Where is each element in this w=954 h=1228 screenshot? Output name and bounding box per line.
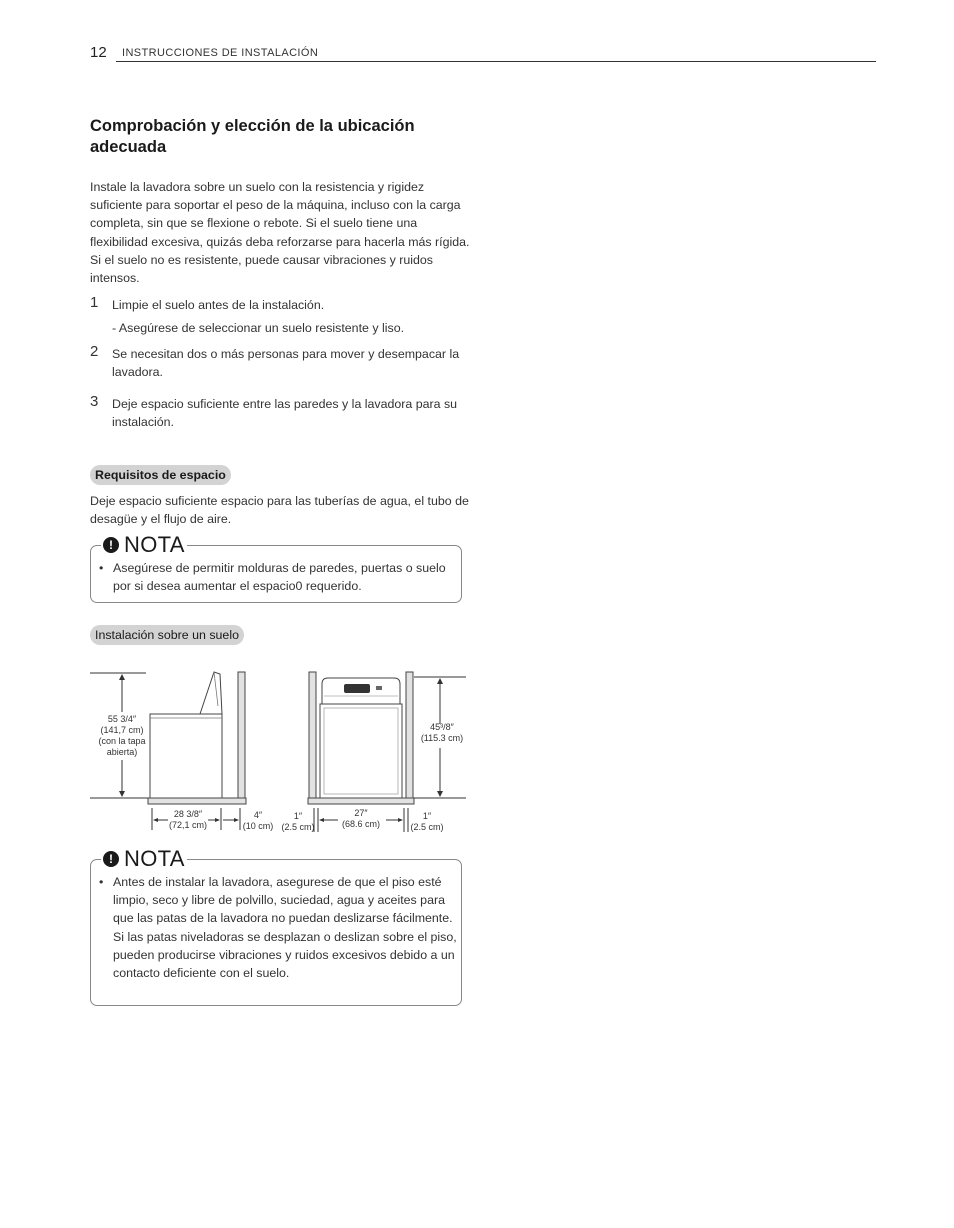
step-text: Limpie el suelo antes de la instalación.	[112, 298, 325, 312]
step-number: 1	[90, 294, 99, 311]
dim-rear-gap: 4″ (10 cm)	[242, 810, 274, 831]
dim-height-open: 55 3/4″ (141,7 cm) (con la tapa abierta)	[98, 714, 146, 757]
washer-open-lid	[200, 672, 222, 714]
washer-front-body	[320, 704, 402, 798]
header-rule	[116, 61, 876, 62]
bullet: •	[99, 561, 104, 575]
note-header	[101, 848, 187, 870]
floor-install-tag: Instalación sobre un suelo	[90, 625, 244, 645]
dim-depth: 28 3/8″ (72,1 cm)	[168, 809, 207, 830]
step-text: Deje espacio suficiente entre las paredes y la lavadora para su instalación.	[112, 397, 458, 430]
note-box-1	[90, 532, 462, 603]
note-text: Antes de instalar la lavadora, asegurese de que el piso esté limpio, seco y libre de polvillo, suciedad, agua y aceites para que las patas de la lavadora no puedan deslizarse fácilmente. Si las patas niveladoras se desplazan o deslizan sobre el piso, pueden producirse vibraciones y ruidos excesivos debido a un contacto deficiente con el suelo.	[113, 875, 457, 981]
note-header	[101, 534, 187, 556]
note-text: Asegúrese de permitir molduras de paredes, puertas o suelo por si desea aumentar el espacio0 requerido.	[113, 561, 446, 594]
dim-height-closed: 45³/8″ (115.3 cm)	[420, 722, 464, 743]
step-text: Se necesitan dos o más personas para mover y desempacar la lavadora.	[112, 347, 460, 380]
exclamation-icon: !	[103, 537, 119, 553]
floor-right	[308, 798, 414, 804]
dim-side-gap-left: 1″ (2.5 cm)	[281, 811, 315, 832]
wall-right-a	[309, 672, 316, 800]
header-title: INSTRUCCIONES DE INSTALACIÓN	[122, 47, 319, 59]
space-requirements-tag: Requisitos de espacio	[90, 465, 231, 485]
intro-paragraph: Instale la lavadora sobre un suelo con la resistencia y rigidez suficiente para soportar el peso de la máquina, incluso con la carga completa, sin que se flexione o rebote. Si el suelo tiene una flexibilidad excesiva, quizás deba reforzarse para hacerla más rígida. Si el suelo no es resistente, puede causar vibraciones y ruidos intensos.	[90, 180, 470, 286]
note-box-2	[90, 846, 462, 1006]
dim-width: 27″ (68.6 cm)	[341, 808, 380, 829]
display-icon	[344, 684, 370, 693]
step-number: 3	[90, 393, 99, 410]
exclamation-icon: !	[103, 851, 119, 867]
wall-right-b	[406, 672, 413, 800]
note-label: NOTA	[124, 846, 185, 871]
washer-side-body	[150, 714, 222, 798]
note-item	[99, 873, 463, 982]
step-subtext: - Asegúrese de seleccionar un suelo resistente y liso.	[112, 321, 405, 335]
page-number: 12	[90, 44, 107, 61]
section-title: Comprobación y elección de la ubicación adecuada	[90, 117, 415, 156]
space-requirements-text: Deje espacio suficiente espacio para las tuberías de agua, el tubo de desagüe y el flujo de aire.	[90, 494, 469, 527]
installation-diagram	[88, 668, 468, 838]
step-number: 2	[90, 343, 99, 360]
bullet: •	[99, 875, 104, 889]
note-item	[99, 559, 463, 595]
floor-left	[148, 798, 246, 804]
note-label: NOTA	[124, 532, 185, 557]
arrow-up	[119, 674, 125, 680]
wall-left	[238, 672, 245, 800]
arrow-down	[119, 791, 125, 797]
dim-side-gap-right: 1″ (2.5 cm)	[410, 811, 444, 832]
